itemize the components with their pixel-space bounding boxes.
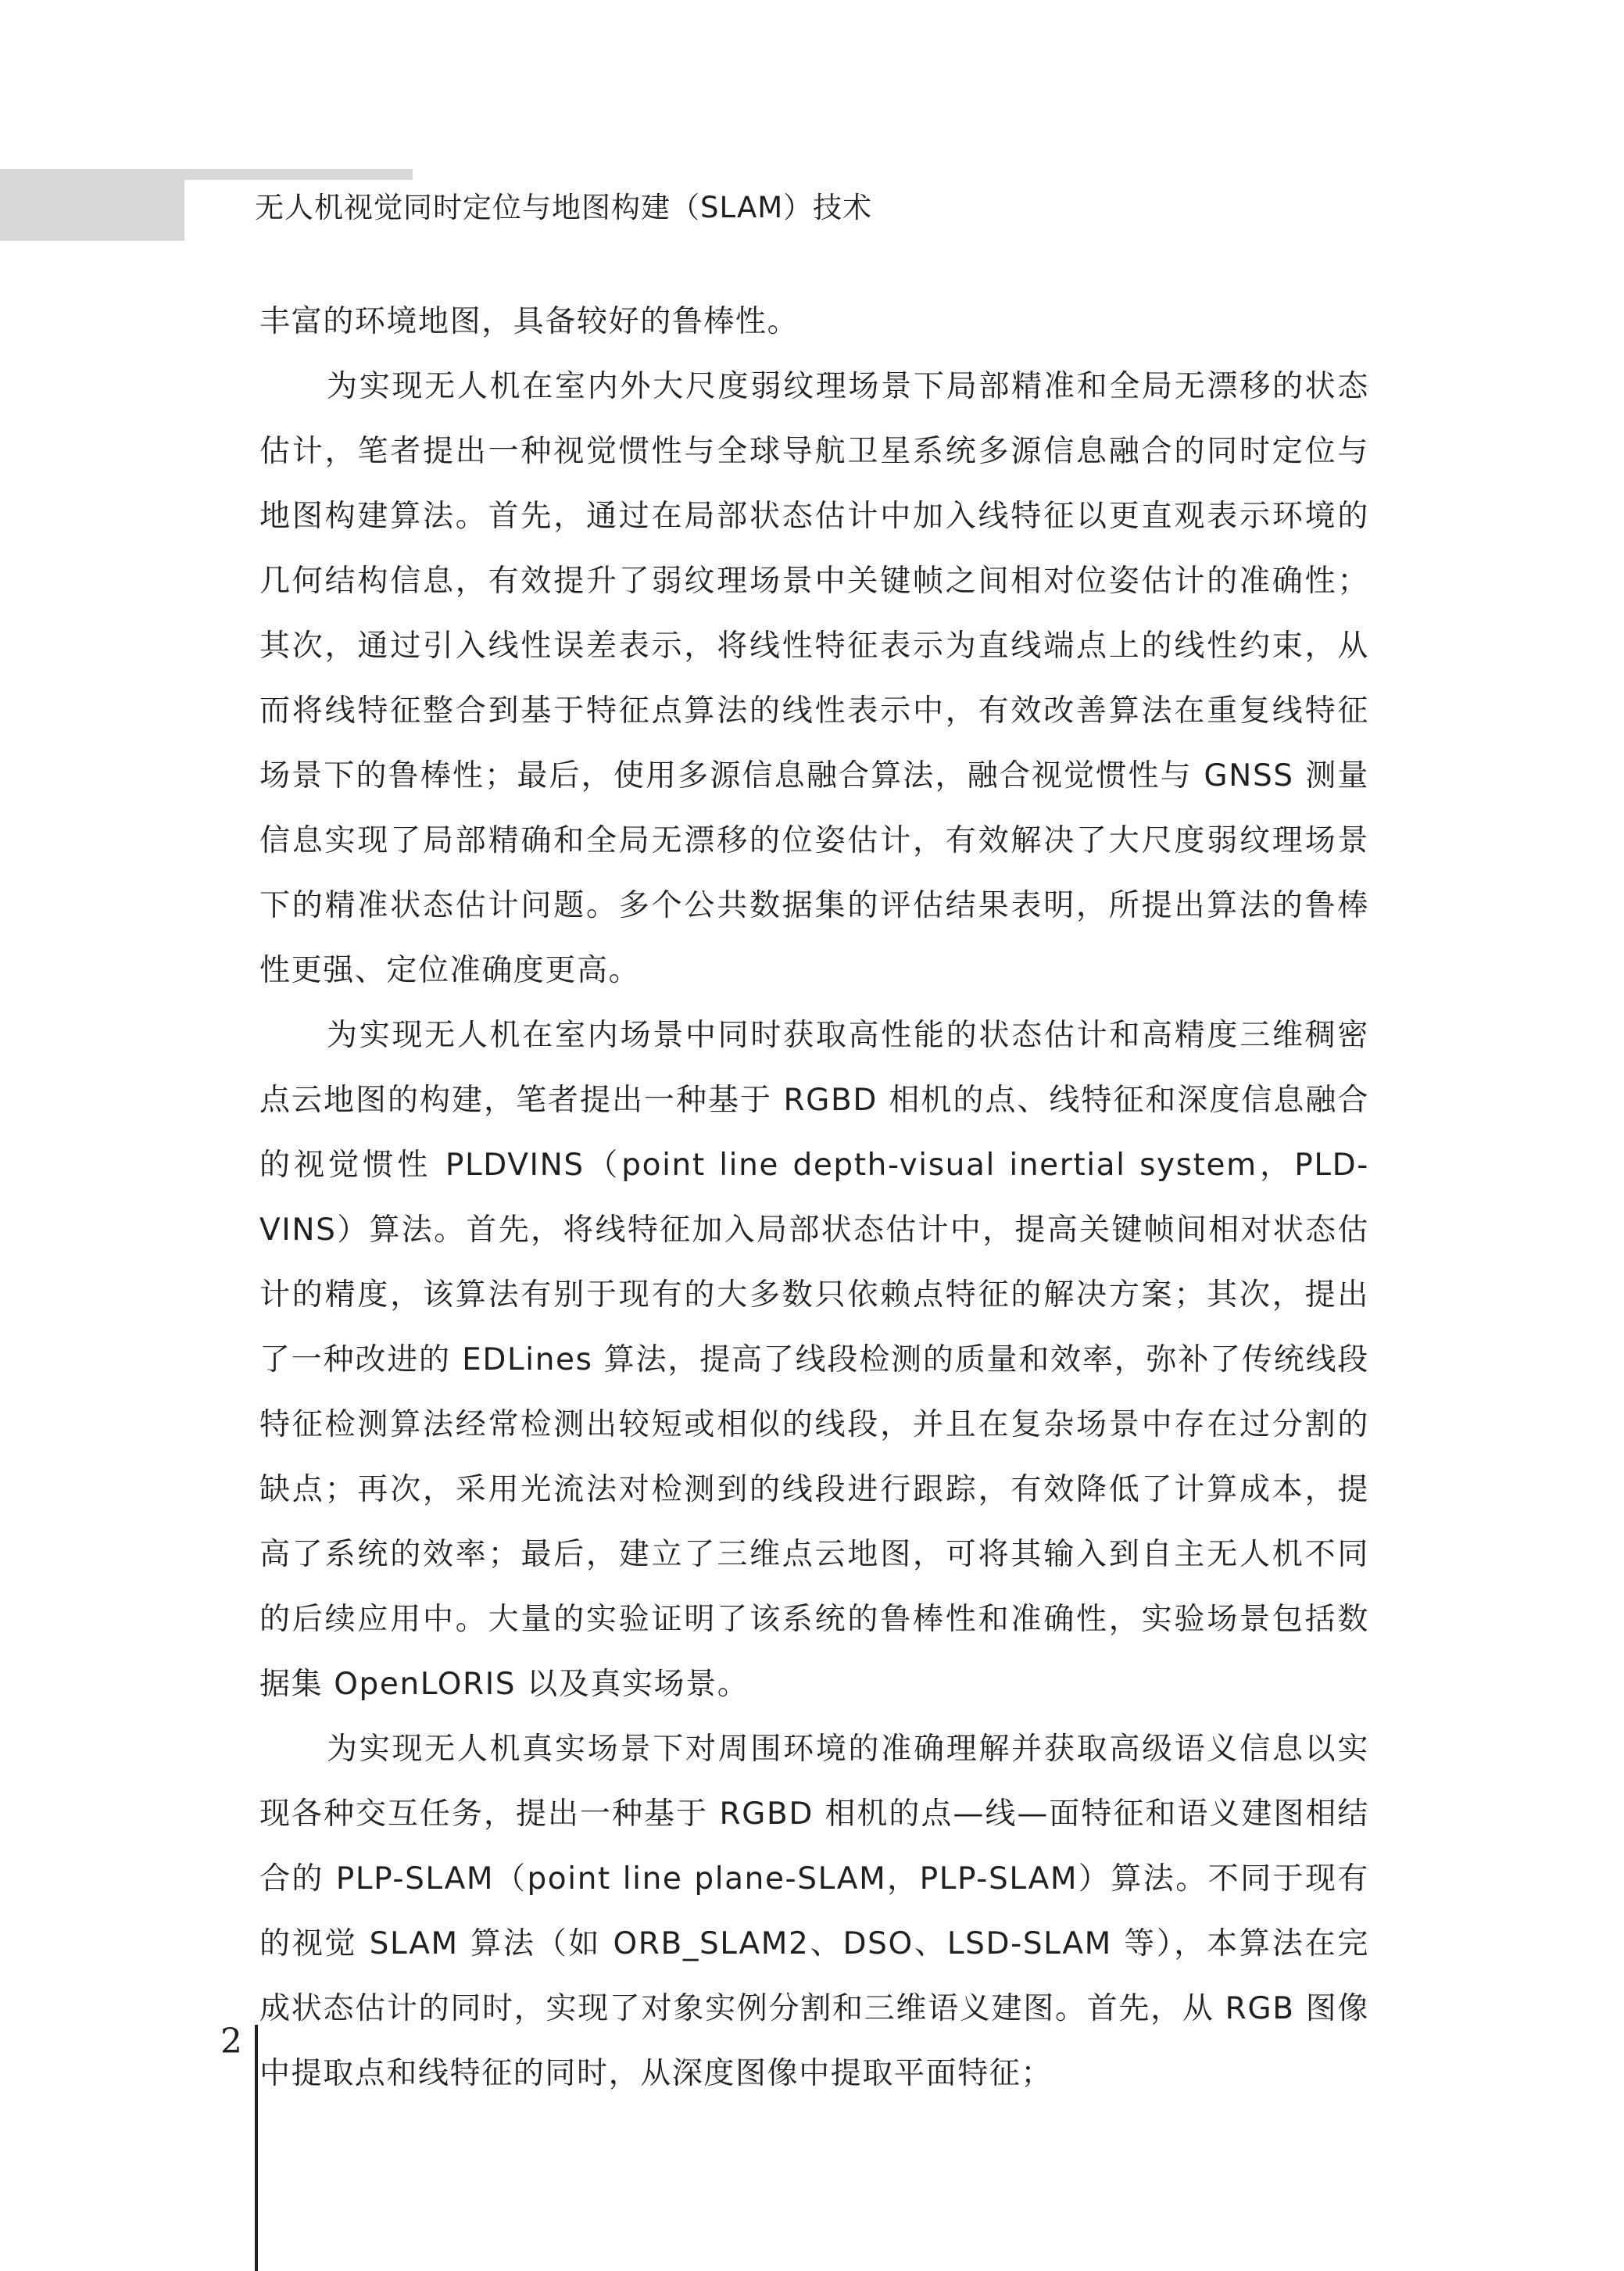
- paragraph-vio-gnss: 为实现无人机在室内外大尺度弱纹理场景下局部精准和全局无漂移的状态估计，笔者提出一种视觉惯性与全球导航卫星系统多源信息融合的同时定位与地图构建算法。首先，通过在局部状态估计中加入线特征以更直观表示环境的几何结构信息，有效提升了弱纹理场景中关键帧之间相对位姿估计的准确性；其次，通过引入线性误差表示，将线性特征表示为直线端点上的线性约束，从而将线特征整合到基于特征点算法的线性表示中，有效改善算法在重复线特征场景下的鲁棒性；最后，使用多源信息融合算法，融合视觉惯性与 GNSS 测量信息实现了局部精确和全局无漂移的位姿估计，有效解决了大尺度弱纹理场景下的精准状态估计问题。多个公共数据集的评估结果表明，所提出算法的鲁棒性更强、定位准确度更高。: [259, 369, 1369, 988]
- page-number: 2: [220, 2022, 242, 2061]
- paragraph-plp-slam: 为实现无人机真实场景下对周围环境的准确理解并获取高级语义信息以实现各种交互任务，提出一种基于 RGBD 相机的点—线—面特征和语义建图相结合的 PLP-SLAM（point line plane-SLAM，PLP-SLAM）算法。不同于现有的视觉 SLAM 算法（如 ORB_SLAM2、DSO、LSD-SLAM 等），本算法在完成状态估计的同时，实现了对象实例分割和三维语义建图。首先，从 RGB 图像中提取点和线特征的同时，从深度图像中提取平面特征；: [259, 1732, 1369, 2091]
- running-header-title: 无人机视觉同时定位与地图构建（SLAM）技术: [255, 191, 873, 224]
- body-text: [259, 289, 1369, 2106]
- paragraph-pld-vins: 为实现无人机在室内场景中同时获取高性能的状态估计和高精度三维稠密点云地图的构建，笔者提出一种基于 RGBD 相机的点、线特征和深度信息融合的视觉惯性 PLDVINS（point line depth-visual inertial system，PLD-VINS）算法。首先，将线特征加入局部状态估计中，提高关键帧间相对状态估计的精度，该算法有别于现有的大多数只依赖点特征的解决方案；其次，提出了一种改进的 EDLines 算法，提高了线段检测的质量和效率，弥补了传统线段特征检测算法经常检测出较短或相似的线段，并且在复杂场景中存在过分割的缺点；再次，采用光流法对检测到的线段进行跟踪，有效降低了计算成本，提高了系统的效率；最后，建立了三维点云地图，可将其输入到自主无人机不同的后续应用中。大量的实验证明了该系统的鲁棒性和准确性，实验场景包括数据集 OpenLORIS 以及真实场景。: [259, 1018, 1369, 1702]
- page-number-rule: [255, 2025, 258, 2271]
- paragraph-continuation: 丰富的环境地图，具备较好的鲁棒性。: [259, 304, 799, 339]
